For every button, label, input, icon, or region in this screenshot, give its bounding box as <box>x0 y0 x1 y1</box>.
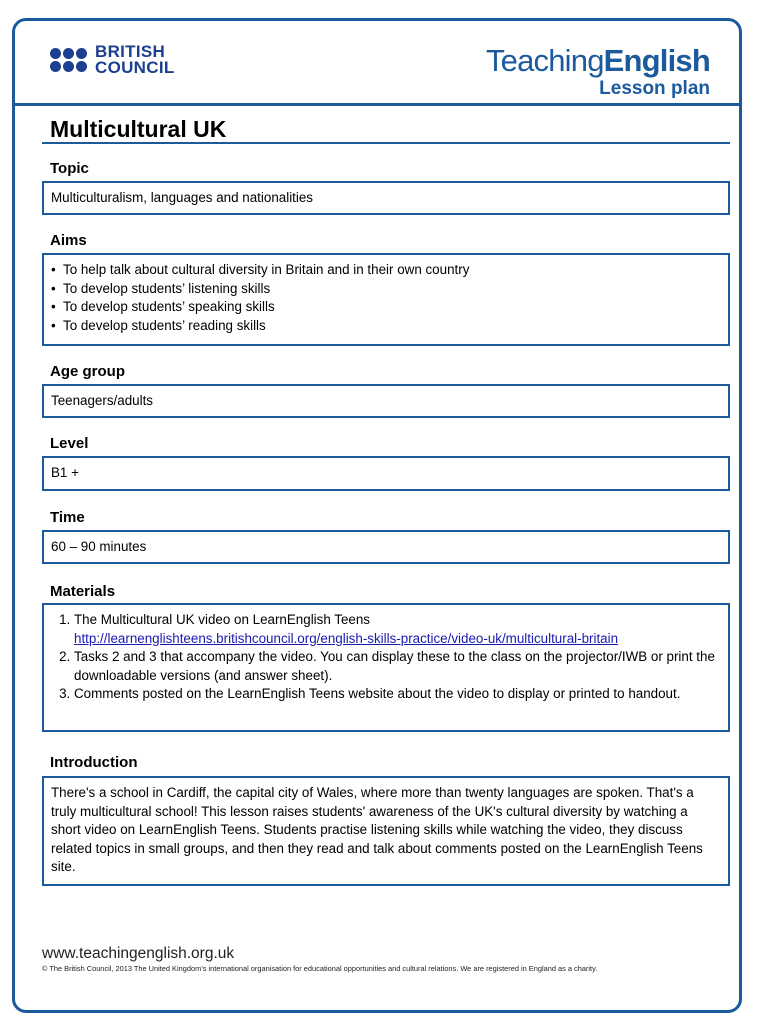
age-group-text: Teenagers/adults <box>51 393 153 408</box>
aims-box <box>42 253 730 346</box>
bc-logo-line2: COUNCIL <box>95 58 175 77</box>
title-divider <box>42 142 730 144</box>
teaching-english-logo <box>486 44 710 100</box>
introduction-heading: Introduction <box>50 754 138 771</box>
list-item: 3. Comments posted on the LearnEnglish Teens website about the video to display or printed to handout. <box>74 685 721 704</box>
aims-heading: Aims <box>50 232 87 249</box>
topic-box <box>42 181 730 215</box>
topic-text: Multiculturalism, languages and nationalities <box>51 190 314 205</box>
video-link[interactable]: http://learnenglishteens.britishcouncil.org/english-skills-practice/video-uk/multicultural-britain <box>74 630 619 646</box>
list-item: • To develop students’ listening skills <box>51 280 271 296</box>
list-item: • To develop students’ speaking skills <box>51 299 275 314</box>
time-text: 60 – 90 minutes <box>51 539 147 554</box>
age-group-box <box>42 384 730 418</box>
list-item: 2. Tasks 2 and 3 that accompany the video. You can display these to the class on the projector/IWB or print the downloadable versions (and answer sheet). <box>74 648 721 685</box>
list-item: • To help talk about cultural diversity in Britain and in their own country <box>51 262 470 277</box>
header-divider <box>14 103 742 106</box>
footer-url: www.teachingenglish.org.uk <box>42 945 235 962</box>
list-item: 1. The Multicultural UK video on LearnEnglish Teens http://learnenglishteens.britishcouncil.org/english-skills-practice/video-uk/multicultural-britain <box>74 611 721 648</box>
te-logo-part2: English <box>603 43 710 78</box>
level-text: B1 + <box>51 465 79 480</box>
time-box <box>42 530 730 564</box>
page-title: Multicultural UK <box>50 116 227 142</box>
te-logo-part1: Teaching <box>485 43 604 78</box>
list-item: • To develop students’ reading skills <box>51 317 266 333</box>
materials-box <box>42 603 730 732</box>
british-council-logo <box>50 44 175 76</box>
time-heading: Time <box>50 509 85 526</box>
lesson-plan-label: Lesson plan <box>599 78 710 99</box>
materials-heading: Materials <box>50 583 116 600</box>
topic-heading: Topic <box>50 160 89 177</box>
bc-logo-line1: BRITISH <box>95 42 166 61</box>
age-group-heading: Age group <box>50 363 125 380</box>
british-council-dots-icon <box>50 48 87 72</box>
footer-copyright: © The British Council, 2013 The United Kingdom’s international organisation for educational opportunities and cultural relations. We are registered in England as a charity. <box>42 964 598 973</box>
introduction-text: There's a school in Cardiff, the capital city of Wales, where more than twenty languages are spoken. That's a truly multicultural school! This lesson raises students' awareness of the UK's cultural diversity by watching a short video on LearnEnglish Teens. Students practise listening skills while watching the video, they discuss related topics in small groups, and then they read and talk about comments posted on the LearnEnglish Teens site. <box>51 785 703 874</box>
level-heading: Level <box>50 435 89 452</box>
introduction-box <box>42 776 730 886</box>
level-box <box>42 456 730 491</box>
